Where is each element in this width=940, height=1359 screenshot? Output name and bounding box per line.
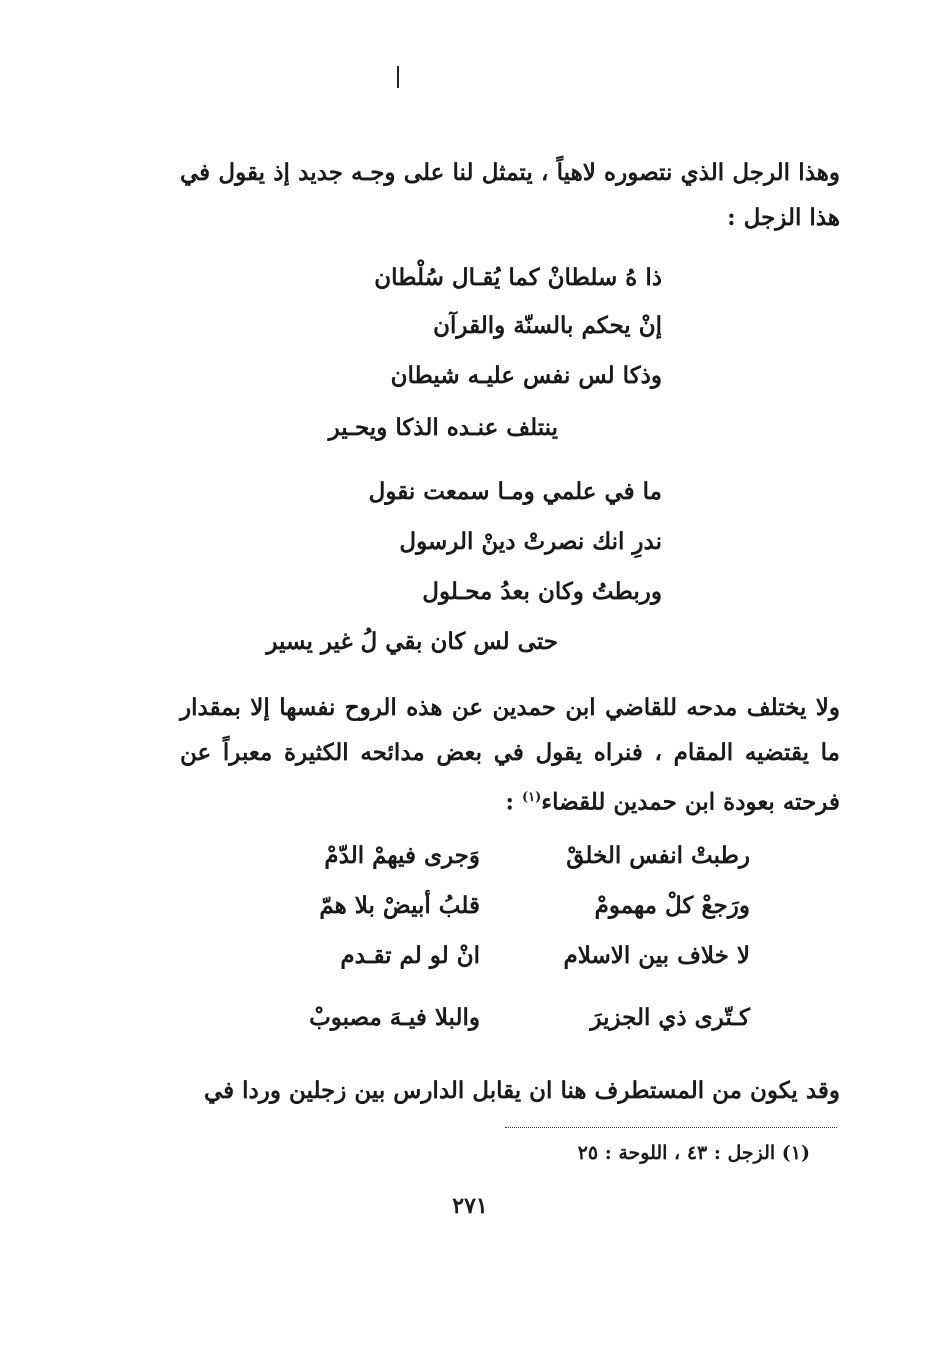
verse-line: ندرِ انك نصرتْ دينْ الرسول xyxy=(399,528,662,555)
top-mark xyxy=(397,66,399,88)
couplet-first-hemistich: كـتّرى ذي الجزيرَ xyxy=(590,1004,750,1031)
footnote-separator xyxy=(505,1127,837,1128)
verse-line: ذا هُ سلطانْ كما يُقـال سُلْطان xyxy=(374,264,662,291)
footnote: (١) الزجل : ٤٣ ، اللوحة : ٢٥ xyxy=(577,1142,810,1164)
verse-refrain: ينتلف عنـده الذكا ويحـير xyxy=(328,414,558,441)
couplet-first-hemistich: لا خلاف بين الاسلام xyxy=(563,942,750,969)
page-number: ٢٧١ xyxy=(452,1193,488,1219)
verse-refrain: حتى لس كان بقي لُ غير يسير xyxy=(266,628,558,655)
verse-line: وربطتُ وكان بعدُ محـلول xyxy=(422,578,662,605)
paragraph-praise xyxy=(180,685,840,825)
couplet-second-hemistich: قلبُ أبيضْ بلا همّ xyxy=(319,892,480,919)
paragraph-closing: وقد يكون من المستطرف هنا ان يقابل الدارس بين زجلين وردا في xyxy=(203,1077,840,1104)
verse-line: إنْ يحكم بالسنّة والقرآن xyxy=(433,312,662,339)
paragraph-intro: وهذا الرجل الذي نتصوره لاهياً ، يتمثل لنا على وجـه جديد إذ يقول في هذا الزجل : xyxy=(180,159,840,231)
paragraph-praise-colon: : xyxy=(505,788,522,816)
couplet-first-hemistich: رطبتْ انفس الخلقْ xyxy=(566,842,750,869)
couplet-second-hemistich: والبلا فيـهَ مصبوبْ xyxy=(309,1004,480,1031)
couplet-second-hemistich: انْ لو لم تقـدم xyxy=(340,942,480,969)
couplet-second-hemistich: وَجرى فيهمْ الدّمْ xyxy=(324,842,480,869)
couplet-first-hemistich: ورَجعْ كلْ مهمومْ xyxy=(594,892,750,919)
footnote-ref: (١) xyxy=(522,790,542,805)
verse-line: ما في علمي ومـا سمعت نقول xyxy=(368,478,662,505)
paragraph-praise-text: ولا يختلف مدحه للقاضي ابن حمدين عن هذه الروح نفسها إلا بمقدار ما يقتضيه المقام ، فنراه يقول في بعض مدائحه الكثيرة معبراً عن فرحته بعودة ابن حمدين للقضاء xyxy=(180,694,840,816)
verse-line: وذكا لس نفس عليـه شيطان xyxy=(390,362,662,389)
